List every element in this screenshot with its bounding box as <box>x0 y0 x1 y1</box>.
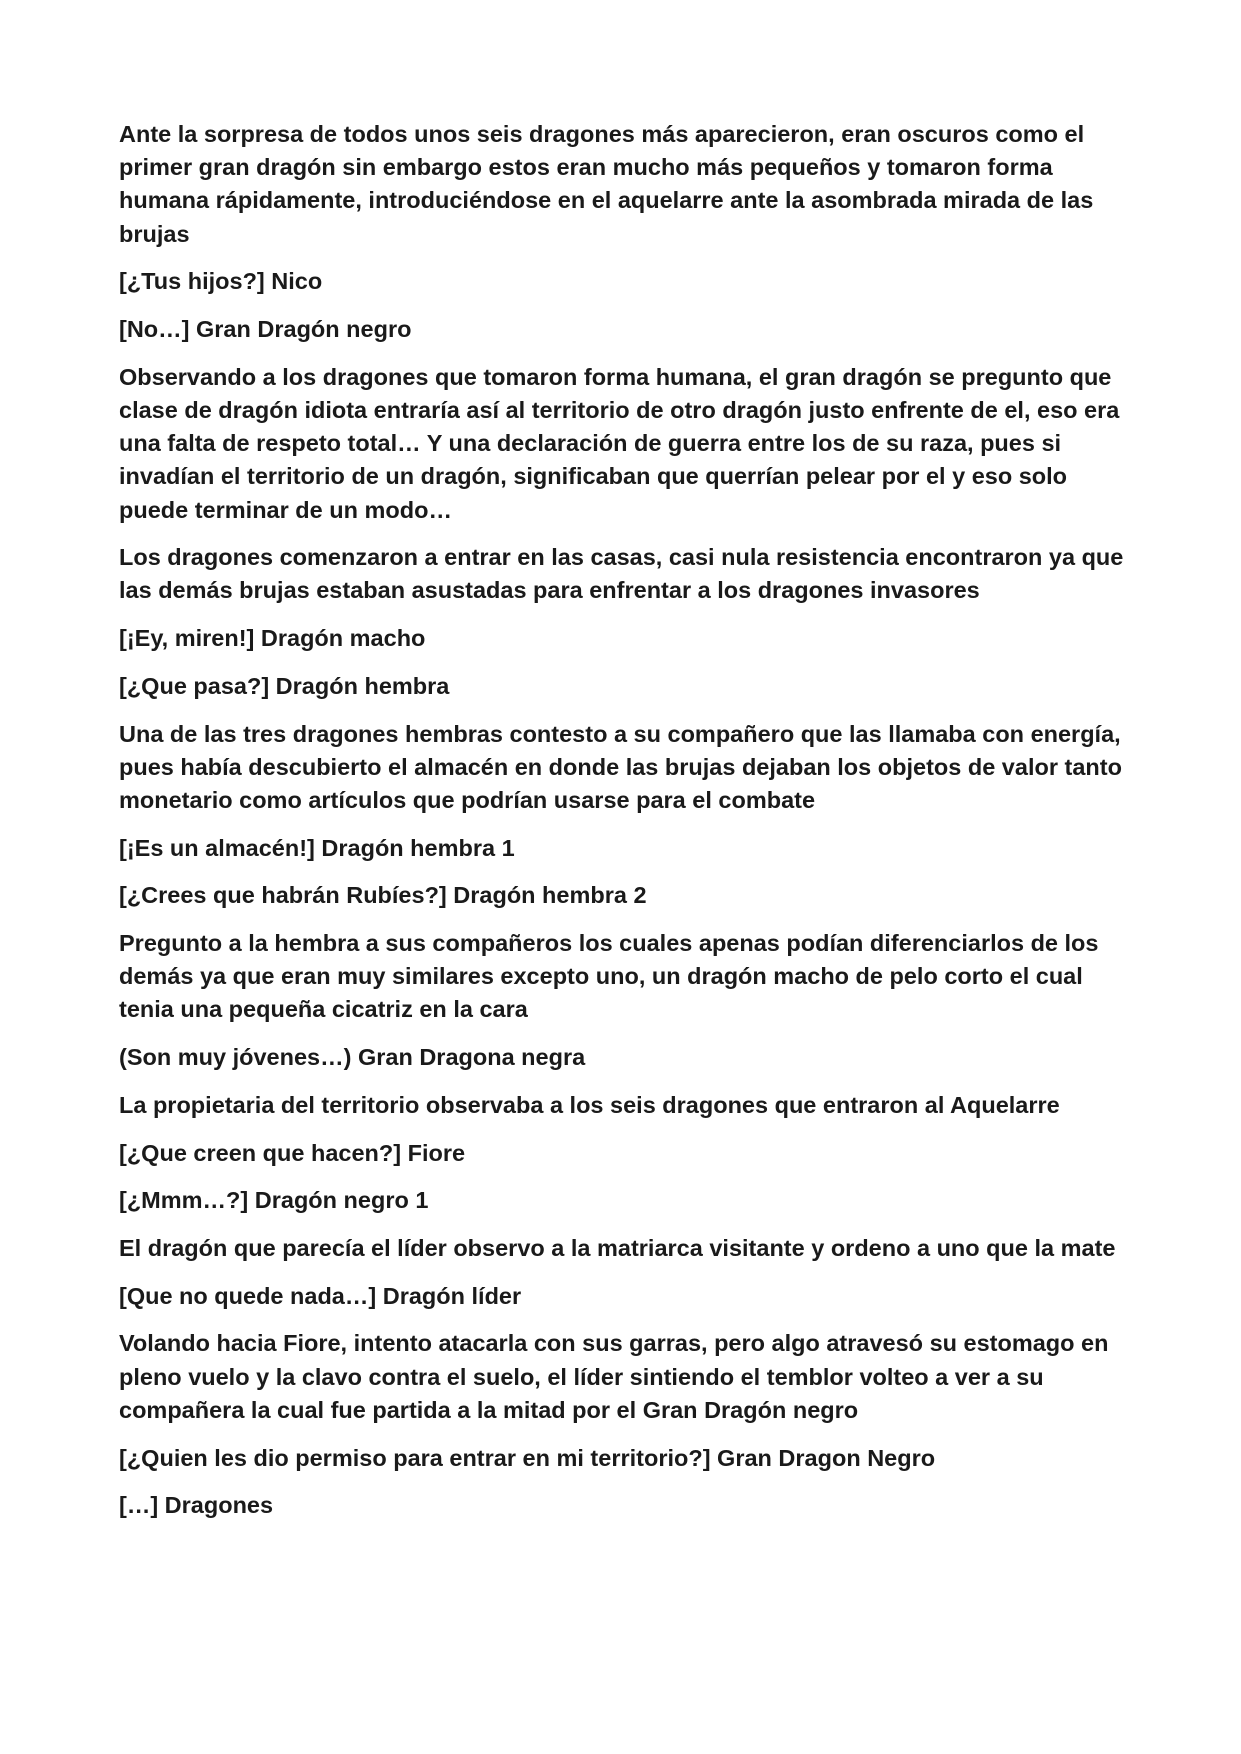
paragraph-dialogue: [Que no quede nada…] Dragón líder <box>119 1282 522 1309</box>
paragraph-dialogue: [No…] Gran Dragón negro <box>119 316 412 343</box>
paragraph-dialogue: [¿Crees que habrán Rubíes?] Dragón hembra 2 <box>119 882 647 909</box>
paragraph-dialogue: [¿Que pasa?] Dragón hembra <box>119 672 450 699</box>
paragraph-narration: Volando hacia Fiore, intento atacarla con sus garras, pero algo atravesó su estomago en pleno vuelo y la clavo contra el suelo, el líder sintiendo el temblor volteo a ver a su compañera la cual fue partida a la mitad por el Gran Dragón negro <box>119 1330 1109 1423</box>
paragraph-narration: Los dragones comenzaron a entrar en las casas, casi nula resistencia encontraron ya que las demás brujas estaban asustadas para enfrentar a los dragones invasores <box>119 544 1124 604</box>
paragraph-dialogue: [¡Ey, miren!] Dragón macho <box>119 625 426 652</box>
paragraph-narration: Una de las tres dragones hembras contesto a su compañero que las llamaba con energía, pues había descubierto el almacén en donde las brujas dejaban los objetos de valor tanto monetario como artículos que podrían usarse para el combate <box>119 720 1122 813</box>
paragraph-dialogue: [¡Es un almacén!] Dragón hembra 1 <box>119 834 515 861</box>
paragraph-narration: Pregunto a la hembra a sus compañeros los cuales apenas podían diferenciarlos de los demás ya que eran muy similares excepto uno, un dragón macho de pelo corto el cual tenia una pequeña cicatriz en la cara <box>119 930 1099 1023</box>
paragraph-dialogue: […] Dragones <box>119 1492 274 1519</box>
paragraph-dialogue: [¿Mmm…?] Dragón negro 1 <box>119 1187 429 1214</box>
paragraph-narration: El dragón que parecía el líder observo a la matriarca visitante y ordeno a uno que la mate <box>119 1234 1116 1261</box>
paragraph-dialogue: (Son muy jóvenes…) Gran Dragona negra <box>119 1044 586 1071</box>
paragraph-dialogue: [¿Tus hijos?] Nico <box>119 268 323 295</box>
paragraph-dialogue: [¿Que creen que hacen?] Fiore <box>119 1139 466 1166</box>
paragraph-dialogue: [¿Quien les dio permiso para entrar en mi territorio?] Gran Dragon Negro <box>119 1444 936 1471</box>
document-body <box>119 118 1134 1537</box>
paragraph-narration: Observando a los dragones que tomaron forma humana, el gran dragón se pregunto que clase de dragón idiota entraría así al territorio de otro dragón justo enfrente de el, eso era una falta de respeto total… Y una declaración de guerra entre los de su raza, pues si invadían el territorio de un dragón, significaban que querrían pelear por el y eso solo puede terminar de un modo… <box>119 363 1120 523</box>
paragraph-narration: La propietaria del territorio observaba a los seis dragones que entraron al Aquelarre <box>119 1091 1060 1118</box>
paragraph-narration: Ante la sorpresa de todos unos seis dragones más aparecieron, eran oscuros como el primer gran dragón sin embargo estos eran mucho más pequeños y tomaron forma humana rápidamente, introduciéndose en el aquelarre ante la asombrada mirada de las brujas <box>119 121 1094 247</box>
